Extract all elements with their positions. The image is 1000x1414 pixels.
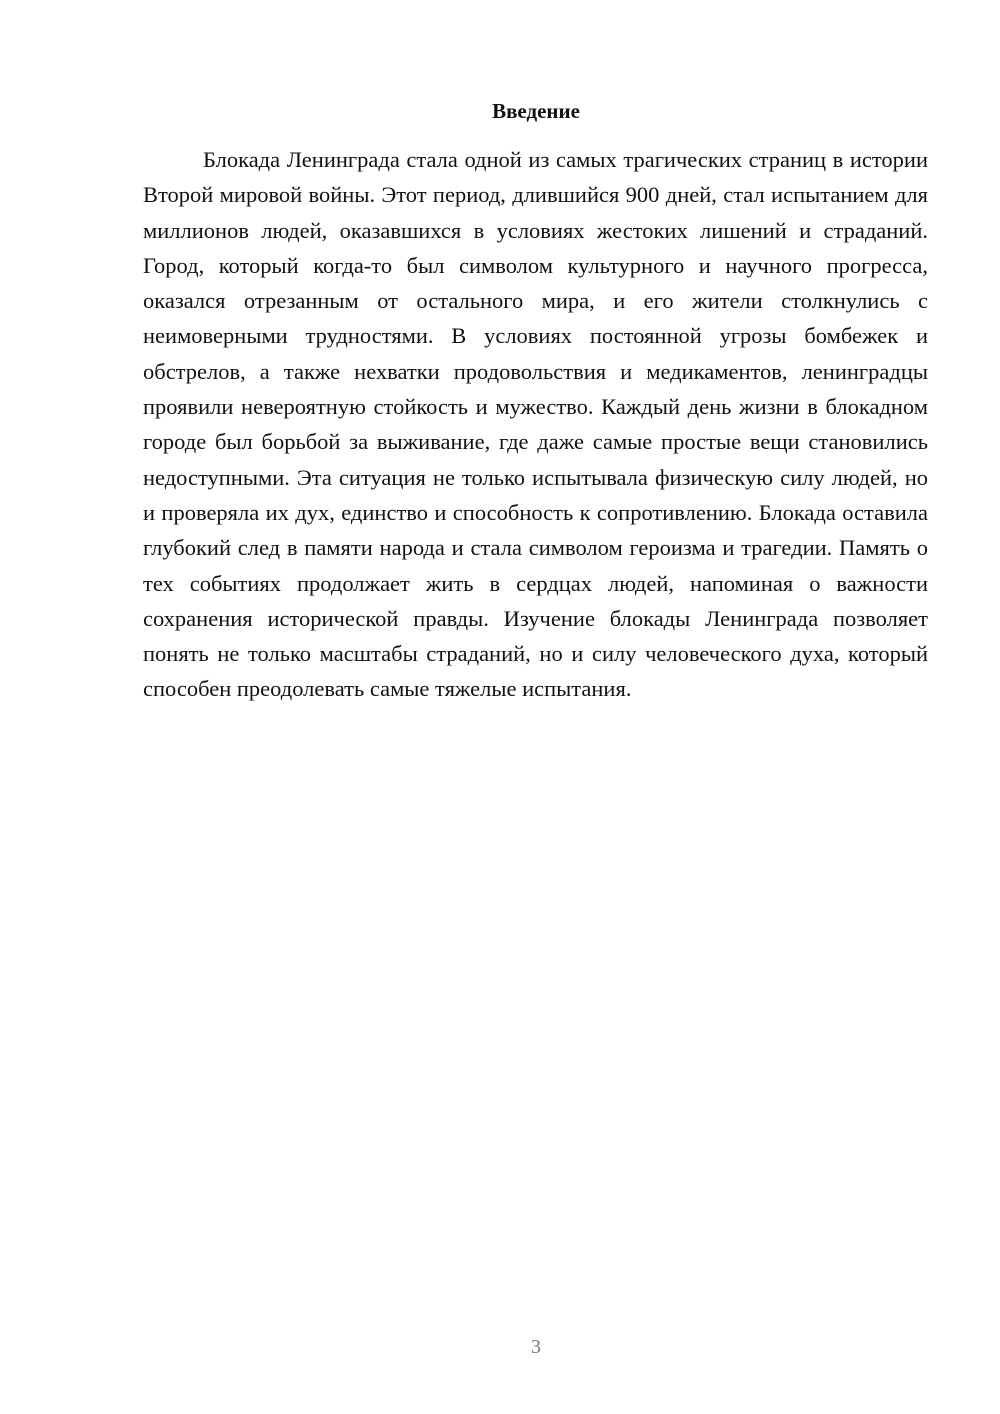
body-paragraph: Блокада Ленинграда стала одной из самых трагических страниц в истории Второй мировой войны. Этот период, длившийся 900 дней, стал испытанием для миллионов людей, оказавшихся в условиях жестоких лишений и страданий. Город, который когда-то был символом культурного и научного прогресса, оказался отрезанным от остального мира, и его жители столкнулись с неимоверными трудностями. В условиях постоянной угрозы бомбежек и обстрелов, а также нехватки продовольствия и медикаментов, ленинградцы проявили невероятную стойкость и мужество. Каждый день жизни в блокадном городе был борьбой за выживание, где даже самые простые вещи становились недоступными. Эта ситуация не только испытывала физическую силу людей, но и проверяла их дух, единство и способность к сопротивлению. Блокада оставила глубокий след в памяти народа и стала символом героизма и трагедии. Память о тех событиях продолжает жить в сердцах людей, напоминая о важности сохранения исторической правды. Изучение блокады Ленинграда позволяет понять не только масштабы страданий, но и силу человеческого духа, который способен преодолевать самые тяжелые испытания. [143, 147, 928, 702]
section-heading: Введение [492, 99, 580, 123]
page-number: 3 [531, 1336, 541, 1358]
